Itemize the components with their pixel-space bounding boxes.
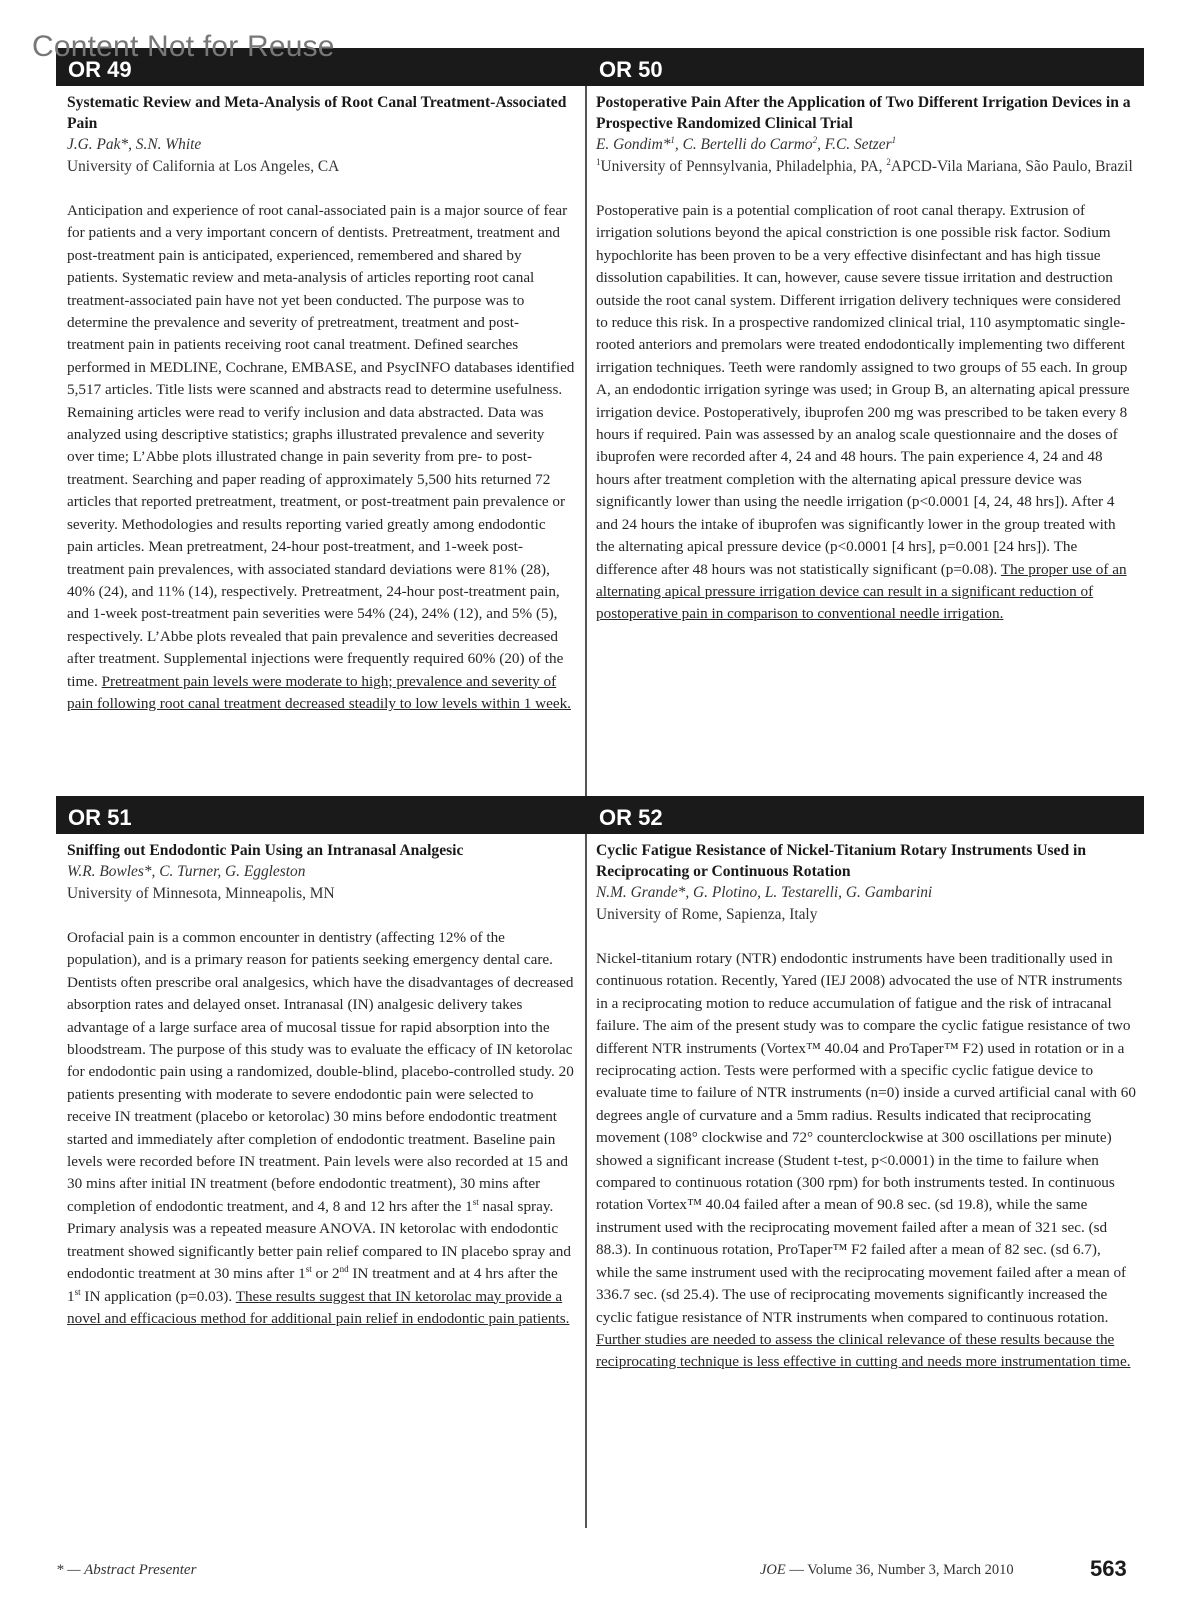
abstract-body-text: Nickel-titanium rotary (NTR) endodontic instruments have been traditionally used in continuous rotation. Recently, Yared (IEJ 2008) advocated the use of NTR instruments in a reciprocating motion to reduce accumulation of fatigue and the risk of intracanal failure. The aim of the present study was to compare the cyclic fatigue resistance of two different NTR instruments (Vortex™ 40.04 and ProTaper™ F2) used in rotation or in a reciprocating action. Tests were performed with a specific cyclic fatigue device to evaluate time to failure of NTR instruments (n=0) inside a curved artificial canal with 60 degrees angle of curvature and a 5mm radius. Results indicated that reciprocating movement (108° clockwise and 72° counterclockwise at 300 oscillations per minute) showed a significant increase (Student t-test, p<0.0001) in the time to failure when compared to continuous rotation (300 rpm) for both instruments tested. In continuous rotation Vortex™ 40.04 failed after a mean of 90.8 sec. (sd 19.8), while the same instrument used with the reciprocating movement failed after a mean of 321 sec. (sd 88.3). In continuous rotation, ProTaper™ F2 failed after a mean of 82 sec. (sd 6.7), while the same instrument used with the reciprocating movement failed after a mean of 336.7 sec. (sd 25.4). The use of reciprocating movements significantly increased the cyclic fatigue resistance of NTR instruments when compared to continuous rotation. (596, 950, 1136, 1326)
abstract-header-or50: OR 50 (587, 48, 1144, 86)
abstract-body-text: Postoperative pain is a potential complication of root canal therapy. Extrusion of irrigation solutions beyond the apical constriction is one possible risk factor. Sodium hypochlorite has been proven to be a very effective disinfectant and has high tissue dissolution capabilities. It can, however, cause severe tissue irritation and destruction outside the root canal system. Different irrigation delivery techniques were considered to reduce this risk. In a prospective randomized clinical trial, 110 asymptomatic single-rooted anteriors and premolars were treated endodontically implementing two different irrigation techniques. Teeth were randomly assigned to two groups of 55 each. In group A, an endodontic irrigation syringe was used; in Group B, an alternating apical pressure irrigation device. Postoperatively, ibuprofen 200 mg was prescribed to be taken every 8 hours if required. Pain was assessed by an analog scale questionnaire and the doses of ibuprofen were recorded after 4, 24 and 48 hours. The pain experience 4, 24 and 48 hours after treatment completion with the alternating apical pressure device was significantly lower than using the needle irrigation (p<0.0001 [4, 24, 48 hrs]). After 4 and 24 hours the intake of ibuprofen was significantly lower in the group treated with the alternating apical pressure device (p<0.0001 [4 hrs], p=0.001 [24 hrs]). The difference after 48 hours was not statistically significant (p=0.08). (596, 202, 1130, 578)
abstract-authors (596, 134, 1136, 156)
abstract-header-or51: OR 51 (56, 796, 587, 834)
abstract-affiliation: University of California at Los Angeles, CA (67, 158, 340, 175)
ordinal-suffix: st (472, 1196, 479, 1207)
ordinal-suffix: st (305, 1264, 312, 1275)
abstract-conclusion: The proper use of an alternating apical pressure irrigation device can result in a significant reduction of postoperative pain in comparison to conventional needle irrigation. (596, 560, 1127, 623)
affil-text: APCD-Vila Mariana, São Paulo, Brazil (890, 158, 1133, 175)
abstract-body-text: Anticipation and experience of root canal-associated pain is a major source of fear for patients and a very important concern of dentists. Pretreatment, treatment and post-treatment pain is anticipated, experienced, remembered and shared by patients. Systematic review and meta-analysis of articles reporting root canal treatment-associated pain have not yet been conducted. The purpose was to determine the prevalence and severity of pretreatment, treatment and post-treatment pain in patients receiving root canal treatment. Defined searches performed in MEDLINE, Cochrane, EMBASE, and PsycINFO databases identified 5,517 articles. Title lists were scanned and abstracts read to determine usefulness. Remaining articles were read to verify inclusion and data abstracted. Data was analyzed using descriptive statistics; graphs illustrated prevalence and severity over time; L’Abbe plots illustrated change in pain severity from pre- to post-treatment. Searching and paper reading of approximately 5,500 hits returned 72 articles that reported pretreatment, treatment, or post-treatment pain prevalence or severity. Methodologies and results reporting varied greatly among endodontic pain articles. Mean pretreatment, 24-hour post-treatment, and 1-week post-treatment pain prevalences, with associated standard deviations were 81% (28), 40% (24), and 11% (14), respectively. Pretreatment, 24-hour post-treatment pain, and 1-week post-treatment pain severities were 54% (24), 24% (12), and 5% (5), respectively. L’Abbe plots revealed that pain prevalence and severities decreased after treatment. Supplemental injections were frequently required 60% (20) of the time. (67, 202, 575, 690)
abstract-title: Cyclic Fatigue Resistance of Nickel-Titanium Rotary Instruments Used in Reciprocating or Continuous Rotation (596, 842, 1087, 880)
author-name: E. Gondim* (596, 136, 671, 153)
abstract-body-text: IN treatment and at 4 hrs after the 1 (67, 1265, 558, 1305)
author-name: , C. Bertelli do Carmo (674, 136, 813, 153)
affil-text: University of Pennsylvania, Philadelphia, PA, (600, 158, 887, 175)
affil-mark: 2 (886, 156, 891, 167)
ordinal-suffix: nd (339, 1264, 349, 1275)
abstract-body-text: or 2 (311, 1265, 340, 1283)
abstract-body (67, 927, 575, 1330)
ordinal-suffix: st (74, 1286, 81, 1297)
journal-name: JOE (760, 1562, 786, 1578)
abstract-header-or52: OR 52 (587, 796, 1144, 834)
abstract-affiliation (596, 156, 1136, 178)
abstract-or50 (596, 92, 1136, 626)
abstract-conclusion: Further studies are needed to assess the clinical relevance of these results because the reciprocating technique is less effective in cutting and needs more instrumentation time. (596, 1330, 1131, 1371)
abstract-body-text: nasal spray. Primary analysis was a repeated measure ANOVA. IN ketorolac with endodontic treatment showed significantly better pain relief compared to IN placebo spray and endodontic treatment at 30 mins after 1 (67, 1197, 571, 1283)
column-divider-top (585, 86, 587, 796)
abstract-affiliation: University of Rome, Sapienza, Italy (596, 906, 818, 923)
abstract-title: Systematic Review and Meta-Analysis of Root Canal Treatment-Associated Pain (67, 94, 567, 132)
abstract-or51 (67, 840, 575, 1330)
abstract-title: Sniffing out Endodontic Pain Using an Intranasal Analgesic (67, 842, 464, 859)
abstract-affiliation: University of Minnesota, Minneapolis, MN (67, 885, 335, 902)
watermark: Content Not for Reuse (32, 30, 335, 63)
abstract-conclusion: Pretreatment pain levels were moderate to high; prevalence and severity of pain following root canal treatment decreased steadily to low levels within 1 week. (67, 672, 571, 712)
author-affil-mark: 1 (670, 134, 675, 145)
author-affil-mark: 1 (891, 134, 897, 145)
abstract-body (596, 948, 1136, 1374)
abstract-title: Postoperative Pain After the Application of Two Different Irrigation Devices in a Prospective Randomized Clinical Trial (596, 94, 1131, 132)
author-affil-mark: 2 (812, 134, 818, 145)
author-name: , F.C. Setzer (817, 136, 892, 153)
abstract-body (596, 200, 1136, 626)
abstract-body-text: Orofacial pain is a common encounter in dentistry (affecting 12% of the population), and is a primary reason for patients seeking emergency dental care. Dentists often prescribe oral analgesics, which have the disadvantages of decreased absorption rates and delayed onset. Intranasal (IN) analgesic delivery takes advantage of a large surface area of mucosal tissue for rapid absorption into the bloodstream. The purpose of this study was to evaluate the efficacy of IN ketorolac for endodontic pain using a randomized, double-blind, placebo-controlled study. 20 patients presenting with moderate to severe endodontic pain were selected to receive IN treatment (placebo or ketorolac) 30 mins before endodontic treatment started and immediately after completion of endodontic treatment. Baseline pain levels were recorded before IN treatment. Pain levels were also recorded at 15 and 30 mins after initial IN treatment (before endodontic treatment), 30 mins after completion of endodontic treatment, and 4, 8 and 12 hrs after the 1 (67, 929, 574, 1215)
abstract-authors: N.M. Grande*, G. Plotino, L. Testarelli, G. Gambarini (596, 884, 933, 901)
abstract-header-or49: OR 49 (56, 48, 587, 86)
journal-issue: — Volume 36, Number 3, March 2010 (785, 1562, 1014, 1578)
abstract-or52 (596, 840, 1136, 1374)
footer-journal-info (760, 1562, 1014, 1579)
page-number: 563 (1090, 1556, 1127, 1581)
abstract-or49 (67, 92, 575, 715)
abstract-body (67, 200, 575, 715)
affil-mark: 1 (596, 156, 601, 167)
abstract-authors: W.R. Bowles*, C. Turner, G. Eggleston (67, 863, 306, 880)
column-divider-bottom (585, 834, 587, 1528)
abstract-body-text: IN application (p=0.03). (80, 1287, 236, 1305)
abstract-conclusion: These results suggest that IN ketorolac may provide a novel and efficacious method for additional pain relief in endodontic pain patients. (67, 1287, 570, 1327)
abstract-authors: J.G. Pak*, S.N. White (67, 136, 202, 153)
footer-presenter-note: * — Abstract Presenter (56, 1562, 197, 1578)
